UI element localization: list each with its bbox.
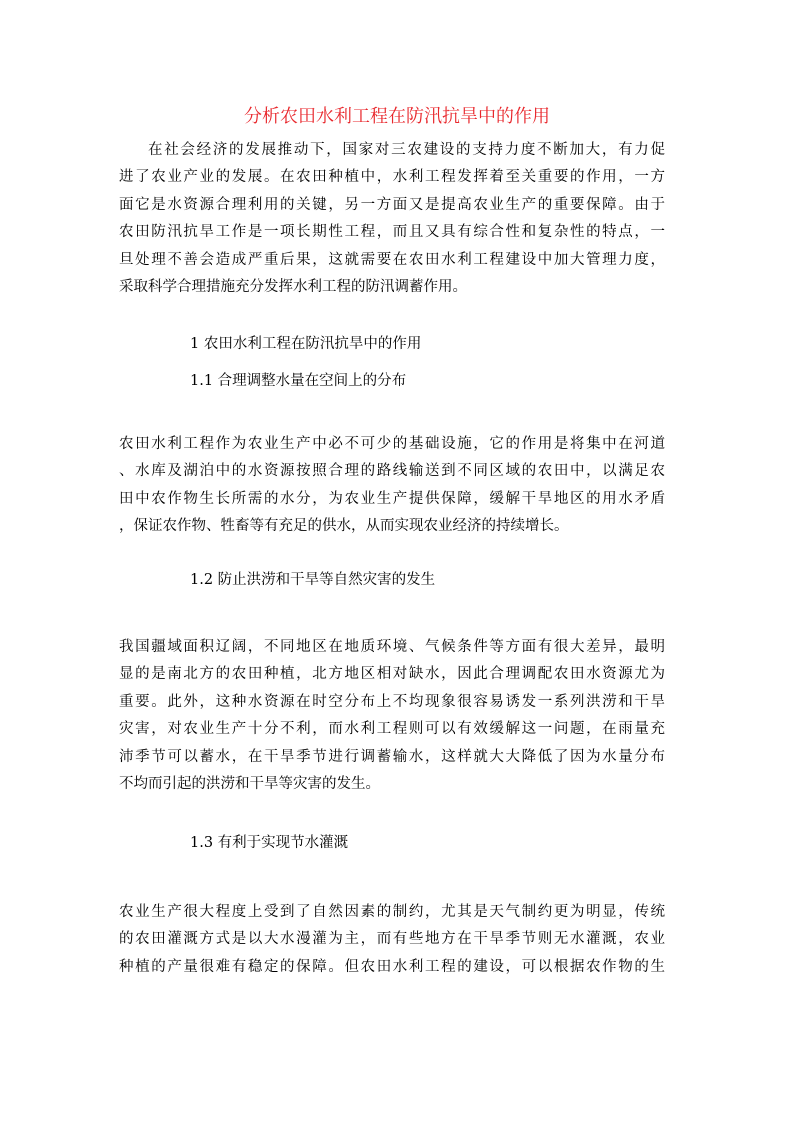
paragraph-line: 农田防汛抗旱工作是一项长期性工程，而且又具有综合性和复杂性的特点，一 — [119, 224, 665, 241]
paragraph-line: 旦处理不善会造成严重后果，这就需要在农田水利工程建设中加大管理力度， — [119, 251, 665, 268]
paragraph-line: 进了农业产业的发展。在农田种植中，水利工程发挥着至关重要的作用，一方 — [119, 169, 665, 186]
section-1-2-heading: 1.2 防止洪涝和干旱等自然灾害的发生 — [190, 572, 436, 588]
paragraph-line: 灾害，对农业生产十分不利，而水利工程则可以有效缓解这一问题，在雨量充 — [119, 721, 665, 738]
paragraph-line: 、水库及湖泊中的水资源按照合理的路线输送到不同区域的农田中，以满足农 — [119, 463, 665, 480]
paragraph-line: 种植的产量很难有稳定的保障。但农田水利工程的建设，可以根据农作物的生 — [119, 958, 665, 975]
paragraph-line: 显的是南北方的农田种植，北方地区相对缺水，因此合理调配农田水资源尤为 — [119, 666, 665, 683]
section-1-1-heading: 1.1 合理调整水量在空间上的分布 — [190, 373, 407, 389]
paragraph-line: 田中农作物生长所需的水分，为农业生产提供保障，缓解干旱地区的用水矛盾 — [119, 490, 665, 507]
intro-paragraph — [119, 137, 665, 301]
paragraph-line: 农业生产很大程度上受到了自然因素的制约，尤其是天气制约更为明显，传统 — [119, 904, 665, 920]
section-1-2-paragraph — [119, 634, 665, 798]
paragraph-line: 我国疆域面积辽阔，不同地区在地质环境、气候条件等方面有很大差异，最明 — [119, 639, 665, 655]
paragraph-line: 沛季节可以蓄水，在干旱季节进行调蓄输水，这样就大大降低了因为水量分布 — [119, 748, 665, 765]
paragraph-line: 面它是水资源合理利用的关键，另一方面又是提高农业生产的重要保障。由于 — [119, 196, 665, 213]
paragraph-line: 的农田灌溉方式是以大水漫灌为主，而有些地方在干旱季节则无水灌溉，农业 — [119, 931, 665, 948]
paragraph-line: 重要。此外，这种水资源在时空分布上不均现象很容易诱发一系列洪涝和干旱 — [119, 693, 665, 710]
paragraph-line: ，保证农作物、牲畜等有充足的供水，从而实现农业经济的持续增长。 — [119, 518, 569, 535]
section-1-3-paragraph — [119, 899, 665, 981]
paragraph-line: 在社会经济的发展推动下，国家对三农建设的支持力度不断加大，有力促 — [148, 142, 665, 158]
paragraph-line: 不均而引起的洪涝和干旱等灾害的发生。 — [119, 776, 380, 793]
paragraph-line: 农田水利工程作为农业生产中必不可少的基础设施，它的作用是将集中在河道 — [119, 436, 665, 452]
section-1-heading: 1 农田水利工程在防汛抗旱中的作用 — [190, 336, 422, 352]
section-1-3-heading: 1.3 有利于实现节水灌溉 — [190, 835, 349, 851]
section-1-1-paragraph — [119, 431, 665, 541]
document-title: 分析农田水利工程在防汛抗旱中的作用 — [244, 106, 550, 127]
paragraph-line: 采取科学合理措施充分发挥水利工程的防汛调蓄作用。 — [119, 279, 467, 296]
